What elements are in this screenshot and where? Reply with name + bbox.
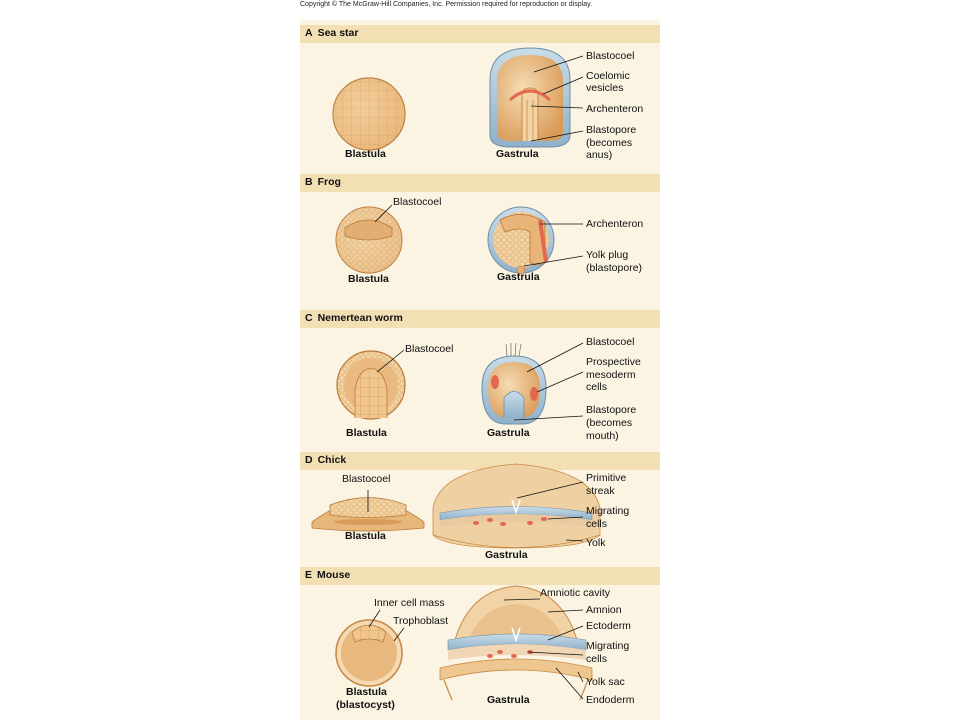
label-archenteron: Archenteron bbox=[586, 218, 644, 230]
frog-gastrula-caption: Gastrula bbox=[497, 271, 540, 283]
label-ectoderm: Ectoderm bbox=[586, 620, 631, 632]
label-inner-cell-mass: Inner cell mass bbox=[374, 597, 445, 609]
label-blastocoel: Blastocoel bbox=[405, 343, 454, 355]
label-migrating: Migrating bbox=[586, 505, 630, 517]
label-cells: cells bbox=[586, 653, 608, 665]
chick-blastula-caption: Blastula bbox=[345, 530, 386, 542]
label-cells: cells bbox=[586, 381, 608, 393]
section-a-title: A Sea star bbox=[305, 27, 359, 39]
label-blastopore: Blastopore bbox=[586, 404, 637, 416]
label-endoderm: Endoderm bbox=[586, 694, 635, 706]
label-cells: cells bbox=[586, 518, 608, 530]
nemertean-blastula-caption: Blastula bbox=[346, 427, 387, 439]
section-d-title: D Chick bbox=[305, 454, 347, 466]
sea-star-gastrula-caption: Gastrula bbox=[496, 148, 539, 160]
section-b-title: B Frog bbox=[305, 176, 341, 188]
label-trophoblast: Trophoblast bbox=[393, 615, 449, 627]
section-c-title: C Nemertean worm bbox=[305, 312, 403, 324]
nemertean-gastrula-drawing bbox=[482, 343, 546, 424]
label-blastocoel: Blastocoel bbox=[393, 196, 442, 208]
label-mesoderm: mesoderm bbox=[586, 369, 636, 381]
mouse-blastocyst-drawing bbox=[336, 620, 402, 686]
frog-blastula-drawing bbox=[336, 207, 402, 273]
label-yolk-sac: Yolk sac bbox=[586, 676, 625, 688]
label-prospective: Prospective bbox=[586, 356, 641, 368]
nemertean-blastula-drawing bbox=[337, 351, 405, 419]
frog-gastrula-drawing bbox=[488, 207, 554, 274]
frog-blastula-caption: Blastula bbox=[348, 273, 389, 285]
sea-star-gastrula-drawing bbox=[490, 48, 570, 147]
mouse-gastrula-caption: Gastrula bbox=[487, 694, 530, 706]
sea-star-blastula-drawing bbox=[333, 78, 405, 150]
label-vesicles: vesicles bbox=[586, 82, 624, 94]
sea-star-blastula-caption: Blastula bbox=[345, 148, 386, 160]
label-amniotic-cavity: Amniotic cavity bbox=[540, 587, 611, 599]
label-blastocoel: Blastocoel bbox=[342, 473, 391, 485]
section-e-title: E Mouse bbox=[305, 569, 351, 581]
copyright-notice: Copyright © The McGraw-Hill Companies, Inc. Permission required for reproduction or display. bbox=[300, 1, 593, 8]
mouse-blastula-caption: Blastula bbox=[346, 686, 387, 698]
nemertean-gastrula-caption: Gastrula bbox=[487, 427, 530, 439]
label-primitive: Primitive bbox=[586, 472, 627, 484]
label-blastopore: (blastopore) bbox=[586, 262, 643, 274]
mouse-blastocyst-caption: (blastocyst) bbox=[336, 699, 395, 711]
label-anus: anus) bbox=[586, 149, 613, 161]
label-becomes: (becomes bbox=[586, 417, 633, 429]
label-blastocoel: Blastocoel bbox=[586, 50, 635, 62]
label-streak: streak bbox=[586, 485, 615, 497]
label-becomes: (becomes bbox=[586, 137, 633, 149]
label-blastocoel: Blastocoel bbox=[586, 336, 635, 348]
chick-gastrula-drawing bbox=[433, 464, 600, 548]
label-mouth: mouth) bbox=[586, 430, 619, 442]
label-amnion: Amnion bbox=[586, 604, 622, 616]
label-yolk-plug: Yolk plug bbox=[586, 249, 629, 261]
label-blastopore: Blastopore bbox=[586, 124, 637, 136]
label-migrating: Migrating bbox=[586, 640, 630, 652]
label-coelomic: Coelomic bbox=[586, 70, 630, 82]
chick-gastrula-caption: Gastrula bbox=[485, 549, 528, 561]
label-yolk: Yolk bbox=[586, 537, 606, 549]
label-archenteron: Archenteron bbox=[586, 103, 644, 115]
